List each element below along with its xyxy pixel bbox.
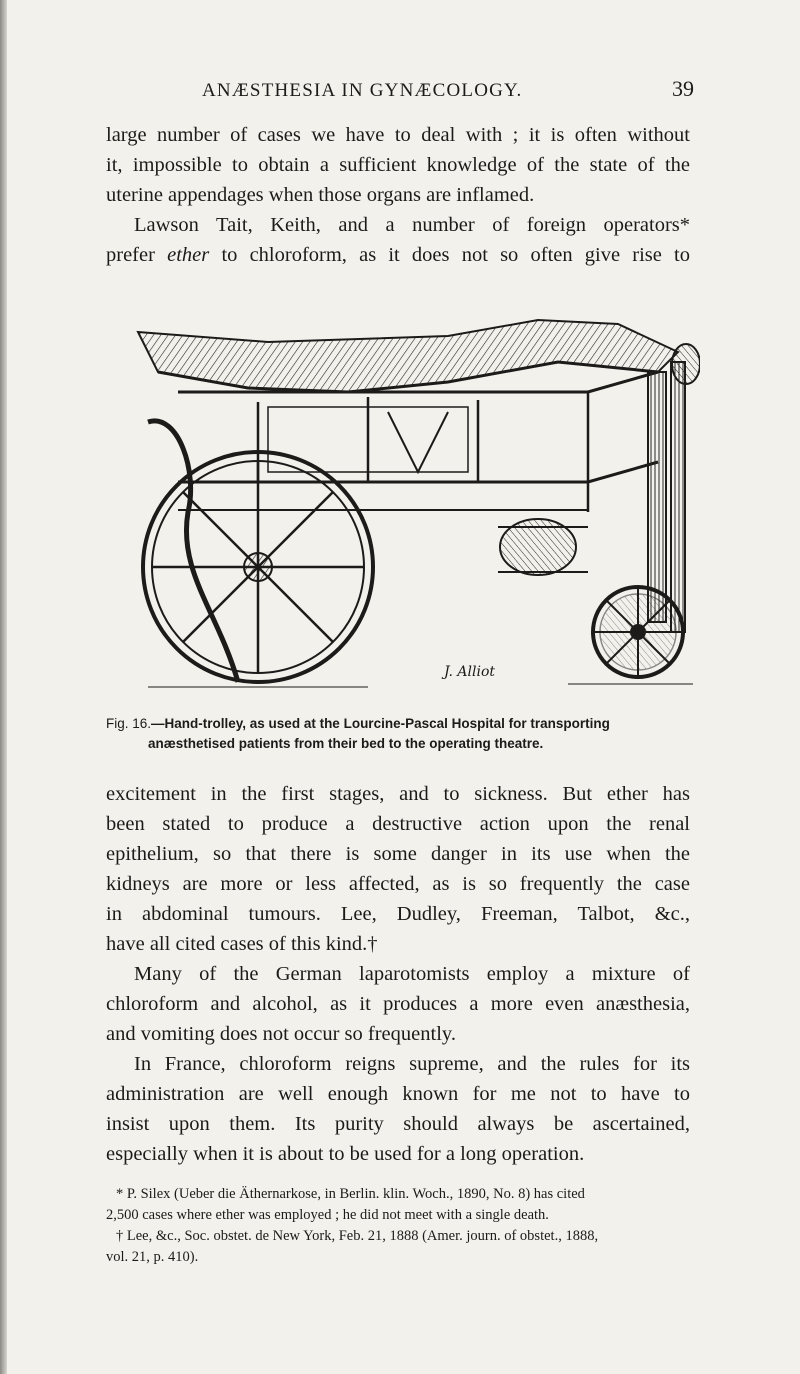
caption-line bbox=[106, 714, 690, 734]
text-line: been stated to produce a destructive action upon the renal bbox=[106, 813, 690, 835]
caption-text: —Hand-trolley, as used at the Lourcine-Pascal Hospital for transporting bbox=[151, 716, 610, 731]
footnote-line: 2,500 cases where ether was employed ; he did not meet with a single death. bbox=[106, 1207, 549, 1223]
text-line: In France, chloroform reigns supreme, and the rules for its bbox=[134, 1053, 690, 1075]
text-line: and vomiting does not occur so frequently. bbox=[106, 1023, 456, 1045]
text-line: chloroform and alcohol, as it produces a more even anæsthesia, bbox=[106, 993, 690, 1015]
text-line: have all cited cases of this kind.† bbox=[106, 933, 378, 955]
text-fragment: prefer bbox=[106, 244, 155, 266]
text-line: it, impossible to obtain a sufficient knowledge of the state of the bbox=[106, 154, 690, 176]
running-head bbox=[0, 76, 800, 110]
text-line: especially when it is about to be used for a long operation. bbox=[106, 1143, 585, 1165]
text-line: excitement in the first stages, and to sickness. But ether has bbox=[106, 783, 690, 805]
caption-line: anæsthetised patients from their bed to the operating theatre. bbox=[148, 736, 544, 751]
hand-trolley-illustration bbox=[118, 312, 700, 694]
italic-term-ether: ether bbox=[167, 244, 210, 266]
text-line bbox=[106, 240, 690, 270]
footnotes bbox=[106, 1184, 690, 1268]
running-title: ANÆSTHESIA IN GYNÆCOLOGY. bbox=[202, 80, 523, 101]
footnote-line: † Lee, &c., Soc. obstet. de New York, Feb. 21, 1888 (Amer. journ. of obstet., 1888, bbox=[116, 1228, 599, 1244]
text-line: Many of the German laparotomists employ a mixture of bbox=[134, 963, 690, 985]
text-line: administration are well enough known for me not to have to bbox=[106, 1083, 690, 1105]
text-line: kidneys are more or less affected, as is so frequently the case bbox=[106, 873, 690, 895]
text-line: in abdominal tumours. Lee, Dudley, Freeman, Talbot, &c., bbox=[106, 903, 690, 925]
page-number: 39 bbox=[672, 76, 694, 101]
figure-caption bbox=[106, 714, 690, 754]
paragraph-before-figure bbox=[106, 120, 690, 270]
paragraph-after-figure bbox=[106, 779, 690, 1169]
text-line: epithelium, so that there is some danger in its use when the bbox=[106, 843, 690, 865]
footnote-line: vol. 21, p. 410). bbox=[106, 1249, 199, 1265]
text-line: large number of cases we have to deal with ; it is often without bbox=[106, 124, 690, 146]
text-line: Lawson Tait, Keith, and a number of foreign operators* bbox=[134, 214, 690, 236]
engraver-signature: J. Alliot bbox=[444, 664, 496, 680]
text-line: insist upon them. Its purity should always be ascertained, bbox=[106, 1113, 690, 1135]
text-fragment: to chloroform, as it does not so often give rise to bbox=[221, 244, 691, 266]
page-binding-edge bbox=[0, 0, 7, 1374]
figure-label: Fig. 16. bbox=[106, 716, 152, 731]
text-line: uterine appendages when those organs are inflamed. bbox=[106, 184, 535, 206]
footnote-line: * P. Silex (Ueber die Äthernarkose, in Berlin. klin. Woch., 1890, No. 8) has cited bbox=[116, 1186, 585, 1202]
